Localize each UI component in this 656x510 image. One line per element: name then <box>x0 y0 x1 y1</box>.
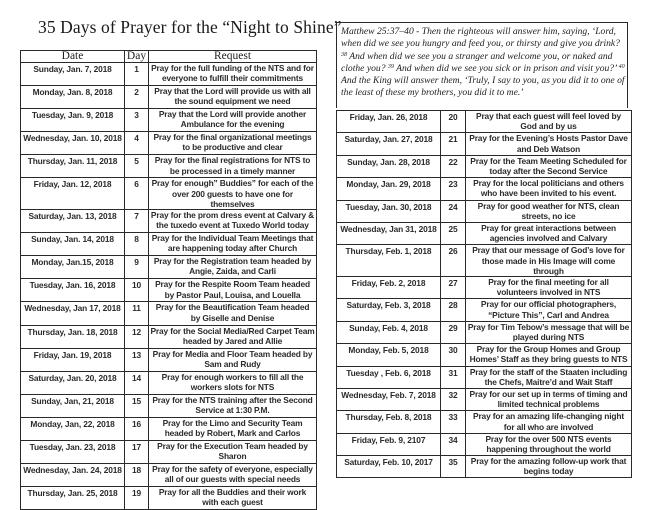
date-cell: Monday, Jan, 22, 2018 <box>21 417 125 440</box>
date-cell: Saturday, Jan. 27, 2018 <box>337 133 441 155</box>
day-cell: 16 <box>125 417 149 440</box>
table-row <box>337 178 632 200</box>
date-cell: Monday, Jan. 29, 2018 <box>337 178 441 200</box>
request-cell: Pray for the final meeting for all volunteers involved in NTS <box>466 276 632 298</box>
day-cell: 11 <box>125 302 149 325</box>
date-cell: Friday, Jan. 12, 2018 <box>21 178 125 210</box>
day-cell: 26 <box>441 245 466 277</box>
table-row <box>337 344 632 366</box>
date-cell: Saturday, Jan. 13, 2018 <box>21 210 125 233</box>
request-cell: Pray for the final registrations for NTS to be processed in a timely manner <box>149 155 317 178</box>
verse-number: 39 <box>387 63 394 70</box>
table-row <box>337 411 632 433</box>
date-cell: Monday, Feb. 5, 2018 <box>337 344 441 366</box>
table-row <box>337 276 632 298</box>
day-cell: 15 <box>125 394 149 417</box>
date-cell: Tuesday, Jan. 16, 2018 <box>21 279 125 302</box>
table-header-row <box>21 51 317 63</box>
table-row <box>337 321 632 343</box>
page-title: 35 Days of Prayer for the “Night to Shine” <box>38 17 342 37</box>
table-row <box>21 155 317 178</box>
day-cell: 19 <box>125 487 149 510</box>
scripture-quote-box <box>336 22 628 108</box>
day-cell: 34 <box>441 433 466 455</box>
request-cell: Pray for Tim Tebow’s message that will be played during NTS <box>466 321 632 343</box>
day-cell: 35 <box>441 456 466 478</box>
date-cell: Friday, Feb. 9, 2107 <box>337 433 441 455</box>
request-cell: Pray for our official photographers, “Picture This”, Carl and Andrea <box>466 299 632 321</box>
date-cell: Sunday, Jan. 14, 2018 <box>21 233 125 256</box>
date-cell: Tuesday , Feb. 6, 2018 <box>337 366 441 388</box>
request-cell: Pray for the Team Meeting Scheduled for today after the Second Service <box>466 155 632 177</box>
request-cell: Pray for an amazing life-changing night for all who are involved <box>466 411 632 433</box>
day-cell: 29 <box>441 321 466 343</box>
date-cell: Thursday, Feb. 1, 2018 <box>337 245 441 277</box>
request-cell: Pray for the Group Homes and Group Homes’ Staff as they bring guests to NTS <box>466 344 632 366</box>
date-cell: Saturday, Feb. 10, 2017 <box>337 456 441 478</box>
date-cell: Tuesday, Jan. 30, 2018 <box>337 200 441 222</box>
table-row <box>337 155 632 177</box>
request-cell: Pray for great interactions between agencies involved and Calvary <box>466 222 632 244</box>
day-cell: 24 <box>441 200 466 222</box>
request-cell: Pray for the NTS training after the Second Service at 1:30 P.M. <box>149 394 317 417</box>
table-row <box>21 417 317 440</box>
request-cell: Pray for the amazing follow-up work that begins today <box>466 456 632 478</box>
day-cell: 9 <box>125 256 149 279</box>
date-cell: Wednesday, Jan. 24, 2018 <box>21 464 125 487</box>
date-cell: Wednesday, Feb. 7, 2018 <box>337 388 441 410</box>
day-cell: 4 <box>125 132 149 155</box>
date-cell: Thursday, Feb. 8, 2018 <box>337 411 441 433</box>
scripture-text: And the King will answer them, ‘Truly, I say to you, as you did it to one of the least of these my brothers, you did it to me.’ <box>341 75 625 99</box>
prayer-schedule-table-days-1-19 <box>20 50 317 510</box>
day-cell: 14 <box>125 371 149 394</box>
column-header-date: Date <box>21 51 125 63</box>
request-cell: Pray for the over 500 NTS events happening throughout the world <box>466 433 632 455</box>
date-cell: Thursday, Jan. 18, 2018 <box>21 325 125 348</box>
request-cell: Pray for all the Buddies and their work with each guest <box>149 487 317 510</box>
scripture-text: And when did we see you a stranger and welcome you, or naked and clothe you? <box>341 50 613 74</box>
table-row <box>337 200 632 222</box>
date-cell: Saturday, Feb. 3, 2018 <box>337 299 441 321</box>
table-row <box>21 178 317 210</box>
table-row <box>21 487 317 510</box>
column-header-day: Day <box>125 51 149 63</box>
day-cell: 20 <box>441 111 466 133</box>
table-row <box>21 109 317 132</box>
day-cell: 5 <box>125 155 149 178</box>
day-cell: 28 <box>441 299 466 321</box>
day-cell: 27 <box>441 276 466 298</box>
date-cell: Wednesday, Jan 31, 2018 <box>337 222 441 244</box>
date-cell: Tuesday, Jan. 9, 2018 <box>21 109 125 132</box>
request-cell: Pray for the Social Media/Red Carpet Team headed by Jared and Allie <box>149 325 317 348</box>
table-row <box>21 325 317 348</box>
scripture-text: And when did we see you sick or in prison and visit you?’ <box>393 62 619 74</box>
request-cell: Pray for the local politicians and others who have been invited to his event. <box>466 178 632 200</box>
request-cell: Pray for good weather for NTS, clean streets, no ice <box>466 200 632 222</box>
table-row <box>337 366 632 388</box>
day-cell: 25 <box>441 222 466 244</box>
day-cell: 23 <box>441 178 466 200</box>
date-cell: Monday, Jan. 8, 2018 <box>21 86 125 109</box>
table-row <box>337 388 632 410</box>
table-row <box>337 299 632 321</box>
day-cell: 1 <box>125 63 149 86</box>
day-cell: 3 <box>125 109 149 132</box>
day-cell: 8 <box>125 233 149 256</box>
date-cell: Thursday, Jan. 11, 2018 <box>21 155 125 178</box>
table-row <box>21 464 317 487</box>
request-cell: Pray for the Evening’s Hosts Pastor Dave and Deb Watson <box>466 133 632 155</box>
day-cell: 31 <box>441 366 466 388</box>
day-cell: 18 <box>125 464 149 487</box>
date-cell: Thursday, Jan. 25, 2018 <box>21 487 125 510</box>
verse-number: 40 <box>618 63 625 70</box>
day-cell: 17 <box>125 441 149 464</box>
day-cell: 21 <box>441 133 466 155</box>
table-row <box>21 441 317 464</box>
day-cell: 22 <box>441 155 466 177</box>
table-row <box>21 348 317 371</box>
request-cell: Pray for the Respite Room Team headed by Pastor Paul, Louisa, and Louella <box>149 279 317 302</box>
day-cell: 33 <box>441 411 466 433</box>
date-cell: Sunday, Jan. 7, 2018 <box>21 63 125 86</box>
table-row <box>21 132 317 155</box>
table-row <box>337 245 632 277</box>
date-cell: Friday, Jan. 19, 2018 <box>21 348 125 371</box>
table-row <box>21 279 317 302</box>
request-cell: Pray for our set up in terms of timing and limited technical problems <box>466 388 632 410</box>
request-cell: Pray for the safety of everyone, especially all of our guests with special needs <box>149 464 317 487</box>
day-cell: 12 <box>125 325 149 348</box>
prayer-schedule-table-days-20-35 <box>336 110 632 478</box>
scripture-reference: Matthew 25:37–40 <box>341 26 414 37</box>
table-row <box>337 133 632 155</box>
request-cell: Pray for enough workers to fill all the workers slots for NTS <box>149 371 317 394</box>
table-row <box>21 302 317 325</box>
scripture-text: - Then the righteous will answer him, saying, ‘Lord, when did we see you hungry and feed you, or thirsty and give you drink? <box>341 26 620 50</box>
date-cell: Wednesday, Jan. 10, 2018 <box>21 132 125 155</box>
request-cell: Pray for the Individual Team Meetings that are happening today after Church <box>149 233 317 256</box>
request-cell: Pray for Media and Floor Team headed by Sam and Rudy <box>149 348 317 371</box>
table-row <box>21 63 317 86</box>
table-row <box>337 111 632 133</box>
date-cell: Monday, Jan.15, 2018 <box>21 256 125 279</box>
request-cell: Pray that our message of God’s love for those made in His Image will come through <box>466 245 632 277</box>
table-row <box>21 233 317 256</box>
request-cell: Pray that the Lord will provide us with all the sound equipment we need <box>149 86 317 109</box>
table-row <box>21 256 317 279</box>
date-cell: Saturday, Jan. 20, 2018 <box>21 371 125 394</box>
request-cell: Pray that the Lord will provide another Ambulance for the evening <box>149 109 317 132</box>
table-row <box>337 433 632 455</box>
request-cell: Pray that each guest will feel loved by God and by us <box>466 111 632 133</box>
column-header-request: Request <box>149 51 317 63</box>
request-cell: Pray for the Registration team headed by Angie, Zaida, and Carli <box>149 256 317 279</box>
date-cell: Friday, Jan. 26, 2018 <box>337 111 441 133</box>
table-row <box>21 394 317 417</box>
day-cell: 13 <box>125 348 149 371</box>
table-row <box>337 222 632 244</box>
day-cell: 10 <box>125 279 149 302</box>
table-row <box>21 210 317 233</box>
day-cell: 30 <box>441 344 466 366</box>
request-cell: Pray for the Limo and Security Team headed by Robert, Mark and Carlos <box>149 417 317 440</box>
date-cell: Sunday, Jan, 21, 2018 <box>21 394 125 417</box>
table-row <box>337 456 632 478</box>
request-cell: Pray for the prom dress event at Calvary & the tuxedo event at Tuxedo World today <box>149 210 317 233</box>
request-cell: Pray for the Execution Team headed by Sharon <box>149 441 317 464</box>
date-cell: Wednesday, Jan 17, 2018 <box>21 302 125 325</box>
date-cell: Friday, Feb. 2, 2018 <box>337 276 441 298</box>
date-cell: Sunday, Jan. 28, 2018 <box>337 155 441 177</box>
day-cell: 2 <box>125 86 149 109</box>
table-row <box>21 371 317 394</box>
request-cell: Pray for the final organizational meetings to be productive and clear <box>149 132 317 155</box>
day-cell: 7 <box>125 210 149 233</box>
verse-number: 38 <box>341 51 347 58</box>
day-cell: 6 <box>125 178 149 210</box>
request-cell: Pray for the staff of the Staaten including the Chefs, Maitre’d and Wait Staff <box>466 366 632 388</box>
date-cell: Tuesday, Jan. 23, 2018 <box>21 441 125 464</box>
request-cell: Pray for the Beautification Team headed by Giselle and Denise <box>149 302 317 325</box>
request-cell: Pray for the full funding of the NTS and for everyone to fulfill their commitments <box>149 63 317 86</box>
day-cell: 32 <box>441 388 466 410</box>
date-cell: Sunday, Feb. 4, 2018 <box>337 321 441 343</box>
request-cell: Pray for enough” Buddies” for each of the over 200 guests to have one for themselves <box>149 178 317 210</box>
table-row <box>21 86 317 109</box>
